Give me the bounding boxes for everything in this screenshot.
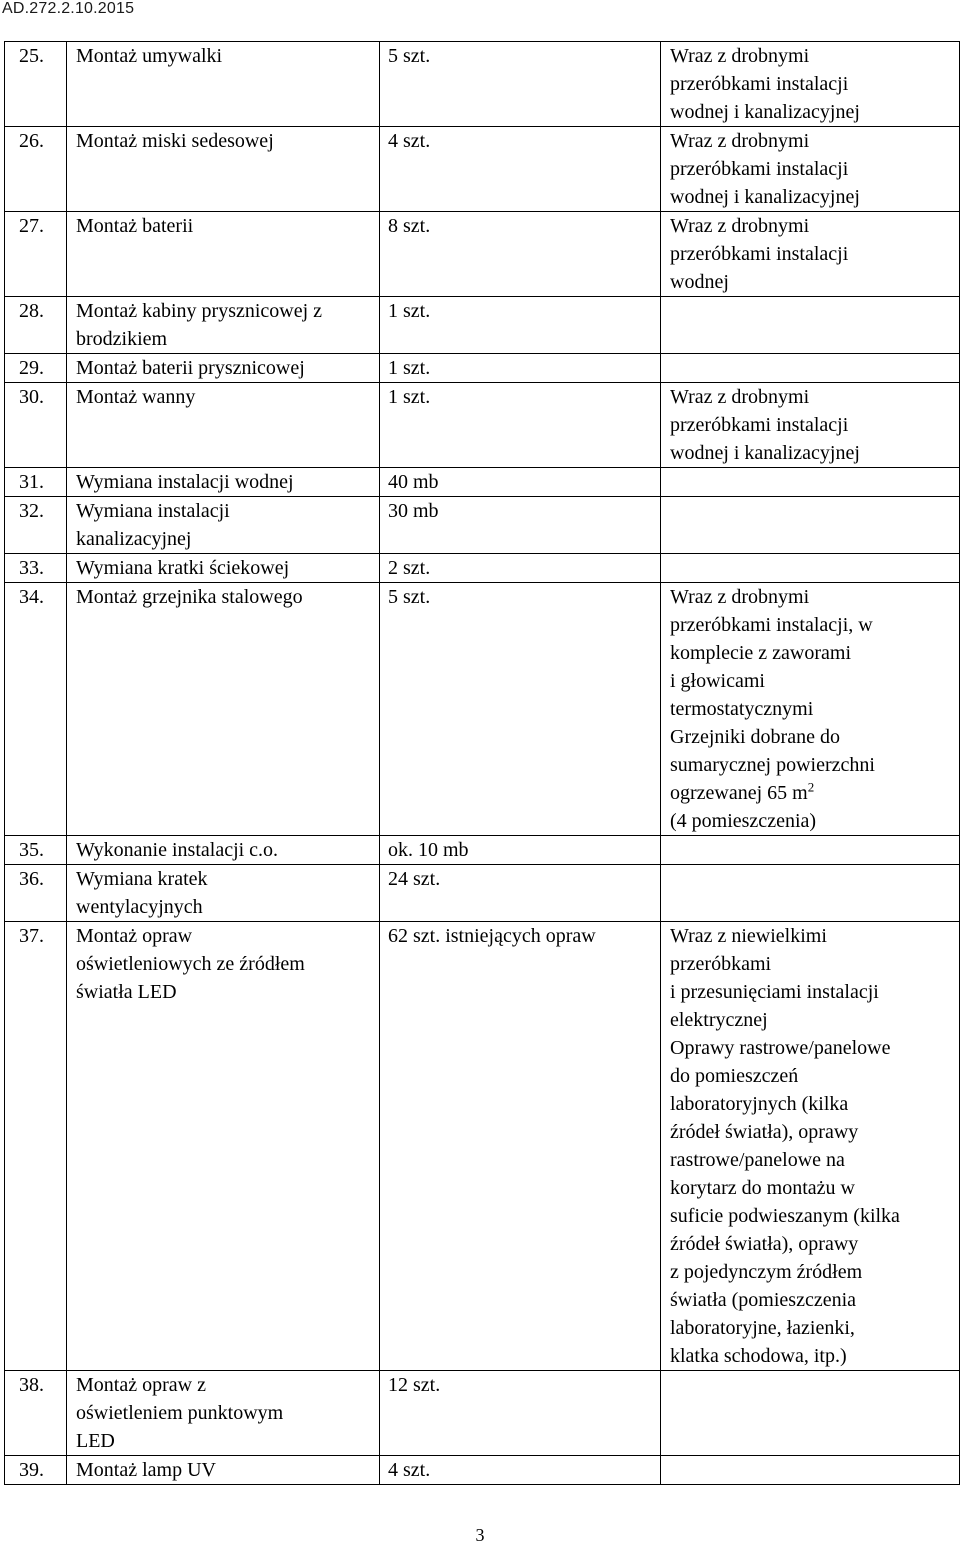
work-note: [661, 865, 960, 922]
row-number: 31.: [5, 468, 67, 497]
work-quantity: 24 szt.: [380, 865, 661, 922]
work-note: [661, 354, 960, 383]
work-name: Montaż opraw oświetleniowych ze źródłem światła LED: [67, 922, 380, 1371]
table-row: [5, 554, 960, 583]
work-note-tail: (4 pomieszczenia): [670, 810, 817, 832]
table-row: [5, 42, 960, 127]
work-note: [661, 554, 960, 583]
work-name: Wymiana kratki ściekowej: [67, 554, 380, 583]
work-name: Montaż lamp UV: [67, 1456, 380, 1485]
work-note: [661, 297, 960, 354]
work-quantity: ok. 10 mb: [380, 836, 661, 865]
work-note: [661, 1371, 960, 1456]
row-number: 29.: [5, 354, 67, 383]
work-note: Wraz z drobnymi przeróbkami instalacji wodnej: [661, 212, 960, 297]
table-row: [5, 127, 960, 212]
work-quantity: 1 szt.: [380, 383, 661, 468]
work-note: Wraz z drobnymi przeróbkami instalacji wodnej i kanalizacyjnej: [661, 42, 960, 127]
row-number: 27.: [5, 212, 67, 297]
work-note: [661, 583, 960, 836]
work-note-main: Wraz z drobnymi przeróbkami instalacji, w komplecie z zaworami i głowicami termostatycznymi Grzejniki dobrane do sumarycznej powierzchni ogrzewanej 65 m: [670, 586, 875, 804]
table-row: [5, 583, 960, 836]
work-quantity: 2 szt.: [380, 554, 661, 583]
work-name: Wymiana instalacji kanalizacyjnej: [67, 497, 380, 554]
table-row: [5, 468, 960, 497]
row-number: 38.: [5, 1371, 67, 1456]
row-number: 39.: [5, 1456, 67, 1485]
work-name: Montaż wanny: [67, 383, 380, 468]
table-row: [5, 212, 960, 297]
row-number: 32.: [5, 497, 67, 554]
page-number: 3: [475, 1525, 485, 1545]
work-quantity: 8 szt.: [380, 212, 661, 297]
work-name: Wymiana kratek wentylacyjnych: [67, 865, 380, 922]
work-quantity: 12 szt.: [380, 1371, 661, 1456]
work-note: [661, 468, 960, 497]
table-row: [5, 836, 960, 865]
row-number: 36.: [5, 865, 67, 922]
table-row: [5, 383, 960, 468]
work-quantity: 30 mb: [380, 497, 661, 554]
work-note: [661, 836, 960, 865]
work-name: Montaż baterii: [67, 212, 380, 297]
work-quantity: 4 szt.: [380, 127, 661, 212]
work-quantity: 4 szt.: [380, 1456, 661, 1485]
row-number: 37.: [5, 922, 67, 1371]
table-row: [5, 1456, 960, 1485]
work-quantity: 62 szt. istniejących opraw: [380, 922, 661, 1371]
work-note: Wraz z drobnymi przeróbkami instalacji wodnej i kanalizacyjnej: [661, 383, 960, 468]
work-name: Montaż miski sedesowej: [67, 127, 380, 212]
table-row: [5, 297, 960, 354]
work-quantity: 1 szt.: [380, 297, 661, 354]
row-number: 26.: [5, 127, 67, 212]
work-quantity: 1 szt.: [380, 354, 661, 383]
row-number: 28.: [5, 297, 67, 354]
table-row: [5, 1371, 960, 1456]
work-quantity: 5 szt.: [380, 583, 661, 836]
table-row: [5, 865, 960, 922]
row-number: 30.: [5, 383, 67, 468]
work-name: Wykonanie instalacji c.o.: [67, 836, 380, 865]
row-number: 34.: [5, 583, 67, 836]
document-id: AD.272.2.10.2015: [2, 0, 135, 17]
work-note: [661, 497, 960, 554]
work-quantity: 5 szt.: [380, 42, 661, 127]
work-note: Wraz z drobnymi przeróbkami instalacji wodnej i kanalizacyjnej: [661, 127, 960, 212]
work-name: Montaż kabiny prysznicowej z brodzikiem: [67, 297, 380, 354]
row-number: 33.: [5, 554, 67, 583]
work-note: [661, 1456, 960, 1485]
row-number: 35.: [5, 836, 67, 865]
work-name: Montaż umywalki: [67, 42, 380, 127]
table-row: [5, 922, 960, 1371]
work-name: Montaż baterii prysznicowej: [67, 354, 380, 383]
superscript-exponent: 2: [807, 779, 815, 795]
works-table: [4, 41, 960, 1485]
work-name: Montaż grzejnika stalowego: [67, 583, 380, 836]
table-row: [5, 354, 960, 383]
work-name: Montaż opraw z oświetleniem punktowym LED: [67, 1371, 380, 1456]
table-row: [5, 497, 960, 554]
work-quantity: 40 mb: [380, 468, 661, 497]
row-number: 25.: [5, 42, 67, 127]
work-note: Wraz z niewielkimi przeróbkami i przesunięciami instalacji elektrycznej Oprawy rastrowe/panelowe do pomieszczeń laboratoryjnych (kilka źródeł światła), oprawy rastrowe/panelowe na korytarz do montażu w suficie podwieszanym (kilka źródeł światła), oprawy z pojedynczym źródłem światła (pomieszczenia laboratoryjne, łazienki, klatka schodowa, itp.): [661, 922, 960, 1371]
work-name: Wymiana instalacji wodnej: [67, 468, 380, 497]
